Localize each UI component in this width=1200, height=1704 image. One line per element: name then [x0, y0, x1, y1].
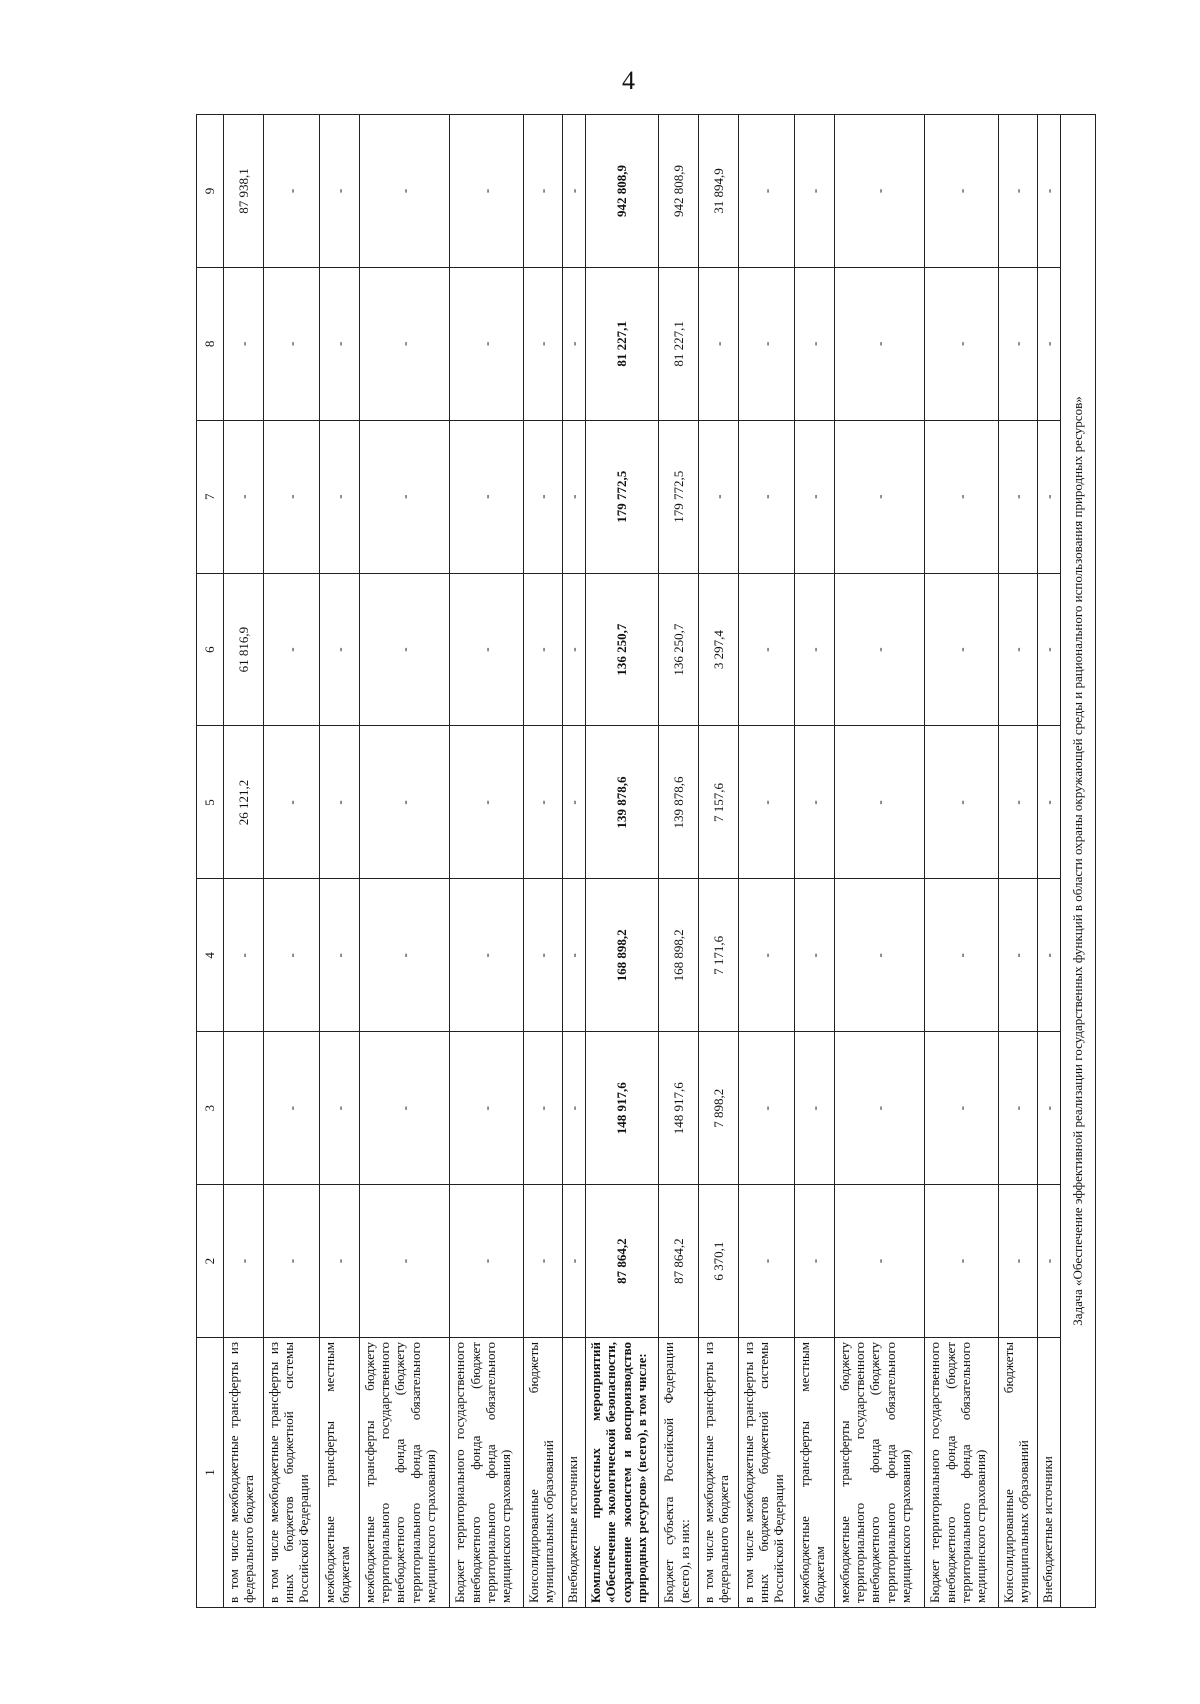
value-cell: -: [263, 726, 320, 879]
table-body: [224, 115, 1096, 1608]
value-cell: -: [795, 879, 835, 1032]
value-cell: -: [1038, 573, 1061, 726]
value-cell: -: [450, 726, 524, 879]
value-cell: -: [263, 420, 320, 573]
value-cell: -: [925, 726, 999, 879]
value-cell: -: [834, 573, 925, 726]
task-title: Задача «Обеспечение эффективной реализации государственных функций в области охраны окружающей среды и рационального использования природных ресурсов»: [1061, 115, 1096, 1608]
value-cell: -: [998, 115, 1038, 268]
value-cell: -: [523, 1032, 563, 1185]
column-header: 5: [197, 726, 224, 879]
value-cell: -: [925, 1185, 999, 1338]
value-cell: -: [1038, 726, 1061, 879]
value-cell: -: [563, 1185, 586, 1338]
value-cell: -: [698, 267, 738, 420]
value-cell: 3 297,4: [698, 573, 738, 726]
rotated-table-wrapper: [196, 114, 1096, 1608]
value-cell: -: [738, 267, 795, 420]
value-cell: -: [224, 1185, 264, 1338]
value-cell: 168 898,2: [659, 879, 699, 1032]
value-cell: -: [795, 726, 835, 879]
value-cell: -: [320, 420, 360, 573]
value-cell: -: [563, 115, 586, 268]
value-cell: -: [224, 267, 264, 420]
value-cell: -: [998, 1032, 1038, 1185]
table-row: [263, 115, 320, 1608]
value-cell: -: [795, 267, 835, 420]
table-row: [320, 115, 360, 1608]
value-cell: -: [1038, 420, 1061, 573]
column-header: 4: [197, 879, 224, 1032]
value-cell: 81 227,1: [585, 267, 659, 420]
value-cell: -: [359, 1032, 450, 1185]
table-row: [659, 115, 699, 1608]
table-row: [224, 115, 264, 1608]
row-label: Бюджет территориального государственного внебюджетного фонда (бюджет территориального фонда обязательного медицинского страхования): [450, 1338, 524, 1608]
row-label: Бюджет субъекта Российской Федерации (всего), из них:: [659, 1338, 699, 1608]
value-cell: 61 816,9: [224, 573, 264, 726]
value-cell: -: [224, 420, 264, 573]
value-cell: -: [998, 573, 1038, 726]
row-label: межбюджетные трансферты местным бюджетам: [320, 1338, 360, 1608]
value-cell: 7 157,6: [698, 726, 738, 879]
value-cell: -: [738, 1032, 795, 1185]
value-cell: -: [320, 573, 360, 726]
value-cell: 136 250,7: [659, 573, 699, 726]
value-cell: -: [738, 115, 795, 268]
value-cell: -: [523, 115, 563, 268]
value-cell: 7 898,2: [698, 1032, 738, 1185]
value-cell: -: [450, 879, 524, 1032]
value-cell: 87 864,2: [659, 1185, 699, 1338]
value-cell: -: [998, 267, 1038, 420]
value-cell: 7 171,6: [698, 879, 738, 1032]
task-row: [1061, 115, 1096, 1608]
table-row: [834, 115, 925, 1608]
value-cell: -: [998, 726, 1038, 879]
row-label: межбюджетные трансферты местным бюджетам: [795, 1338, 835, 1608]
row-label: межбюджетные трансферты бюджету территориального государственного внебюджетного фонда (бюджету территориального фонда обязательного медицинского страхования): [359, 1338, 450, 1608]
value-cell: -: [359, 1185, 450, 1338]
value-cell: -: [738, 1185, 795, 1338]
value-cell: -: [795, 115, 835, 268]
value-cell: [224, 1032, 264, 1185]
value-cell: -: [925, 573, 999, 726]
value-cell: -: [834, 267, 925, 420]
value-cell: -: [925, 115, 999, 268]
value-cell: -: [450, 1185, 524, 1338]
value-cell: -: [523, 573, 563, 726]
value-cell: -: [738, 420, 795, 573]
value-cell: -: [834, 115, 925, 268]
column-header: 6: [197, 573, 224, 726]
value-cell: 168 898,2: [585, 879, 659, 1032]
table-row: [698, 115, 738, 1608]
value-cell: -: [563, 726, 586, 879]
value-cell: -: [263, 573, 320, 726]
value-cell: -: [1038, 1032, 1061, 1185]
value-cell: -: [834, 726, 925, 879]
value-cell: 148 917,6: [585, 1032, 659, 1185]
table-row: [523, 115, 563, 1608]
value-cell: -: [523, 420, 563, 573]
value-cell: -: [795, 1032, 835, 1185]
value-cell: -: [263, 1032, 320, 1185]
value-cell: -: [563, 573, 586, 726]
value-cell: -: [834, 1185, 925, 1338]
value-cell: -: [320, 267, 360, 420]
column-header: 1: [197, 1338, 224, 1608]
value-cell: -: [925, 1032, 999, 1185]
column-header: 2: [197, 1185, 224, 1338]
value-cell: -: [738, 573, 795, 726]
value-cell: 31 894,9: [698, 115, 738, 268]
value-cell: -: [834, 420, 925, 573]
row-label: в том числе межбюджетные трансферты из иных бюджетов бюджетной системы Российской Федерации: [263, 1338, 320, 1608]
row-label: Консолидированные бюджеты муниципальных образований: [523, 1338, 563, 1608]
value-cell: -: [263, 1185, 320, 1338]
table-row: [738, 115, 795, 1608]
value-cell: -: [320, 879, 360, 1032]
row-label: Бюджет территориального государственного внебюджетного фонда (бюджет территориального фонда обязательного медицинского страхования): [925, 1338, 999, 1608]
column-header: 3: [197, 1032, 224, 1185]
table-row: [563, 115, 586, 1608]
budget-table: [196, 114, 1096, 1608]
value-cell: -: [738, 726, 795, 879]
value-cell: -: [263, 115, 320, 268]
table-row: [1038, 115, 1061, 1608]
row-label: в том числе межбюджетные трансферты из иных бюджетов бюджетной системы Российской Федерации: [738, 1338, 795, 1608]
value-cell: -: [359, 879, 450, 1032]
table-row: [998, 115, 1038, 1608]
value-cell: 136 250,7: [585, 573, 659, 726]
value-cell: -: [523, 879, 563, 1032]
header-row: [197, 115, 224, 1608]
value-cell: -: [738, 879, 795, 1032]
value-cell: -: [563, 1032, 586, 1185]
table-row: [450, 115, 524, 1608]
row-label: Консолидированные бюджеты муниципальных образований: [998, 1338, 1038, 1608]
value-cell: -: [320, 1185, 360, 1338]
row-label: в том числе межбюджетные трансферты из федерального бюджета: [224, 1338, 264, 1608]
value-cell: -: [795, 1185, 835, 1338]
column-header: 8: [197, 267, 224, 420]
value-cell: -: [359, 267, 450, 420]
table-row: [795, 115, 835, 1608]
value-cell: -: [1038, 267, 1061, 420]
value-cell: 139 878,6: [585, 726, 659, 879]
value-cell: -: [224, 879, 264, 1032]
value-cell: 942 808,9: [659, 115, 699, 268]
row-label: межбюджетные трансферты бюджету территориального государственного внебюджетного фонда (бюджету территориального фонда обязательного медицинского страхования): [834, 1338, 925, 1608]
value-cell: -: [998, 420, 1038, 573]
value-cell: -: [925, 267, 999, 420]
value-cell: -: [320, 115, 360, 268]
value-cell: -: [698, 420, 738, 573]
value-cell: -: [263, 267, 320, 420]
value-cell: -: [563, 267, 586, 420]
column-header: 7: [197, 420, 224, 573]
value-cell: -: [834, 879, 925, 1032]
value-cell: -: [359, 573, 450, 726]
value-cell: -: [359, 115, 450, 268]
value-cell: 81 227,1: [659, 267, 699, 420]
value-cell: -: [523, 1185, 563, 1338]
value-cell: 139 878,6: [659, 726, 699, 879]
value-cell: -: [450, 1032, 524, 1185]
page-number: 4: [622, 66, 635, 95]
table-row: [359, 115, 450, 1608]
value-cell: -: [523, 726, 563, 879]
value-cell: -: [1038, 1185, 1061, 1338]
value-cell: -: [1038, 879, 1061, 1032]
value-cell: -: [320, 726, 360, 879]
value-cell: -: [795, 420, 835, 573]
value-cell: -: [523, 267, 563, 420]
value-cell: -: [998, 879, 1038, 1032]
value-cell: 942 808,9: [585, 115, 659, 268]
value-cell: 179 772,5: [585, 420, 659, 573]
value-cell: -: [998, 1185, 1038, 1338]
value-cell: 87 938,1: [224, 115, 264, 268]
value-cell: -: [263, 879, 320, 1032]
value-cell: 26 121,2: [224, 726, 264, 879]
value-cell: -: [450, 115, 524, 268]
value-cell: -: [563, 879, 586, 1032]
value-cell: -: [450, 267, 524, 420]
value-cell: -: [925, 420, 999, 573]
table-row: [585, 115, 659, 1608]
value-cell: -: [450, 573, 524, 726]
value-cell: -: [834, 1032, 925, 1185]
row-label: Внебюджетные источники: [1038, 1338, 1061, 1608]
row-label: Комплекс процессных мероприятий «Обеспечение экологической безопасности, сохранение экосистем и воспроизводство природных ресурсов» (всего), в том числе:: [585, 1338, 659, 1608]
row-label: в том числе межбюджетные трансферты из федерального бюджета: [698, 1338, 738, 1608]
value-cell: -: [925, 879, 999, 1032]
value-cell: -: [359, 420, 450, 573]
value-cell: -: [359, 726, 450, 879]
row-label: Внебюджетные источники: [563, 1338, 586, 1608]
column-header: 9: [197, 115, 224, 268]
value-cell: -: [450, 420, 524, 573]
value-cell: -: [563, 420, 586, 573]
value-cell: -: [1038, 115, 1061, 268]
table-row: [925, 115, 999, 1608]
value-cell: -: [795, 573, 835, 726]
value-cell: 179 772,5: [659, 420, 699, 573]
value-cell: 6 370,1: [698, 1185, 738, 1338]
value-cell: 87 864,2: [585, 1185, 659, 1338]
value-cell: -: [320, 1032, 360, 1185]
value-cell: 148 917,6: [659, 1032, 699, 1185]
